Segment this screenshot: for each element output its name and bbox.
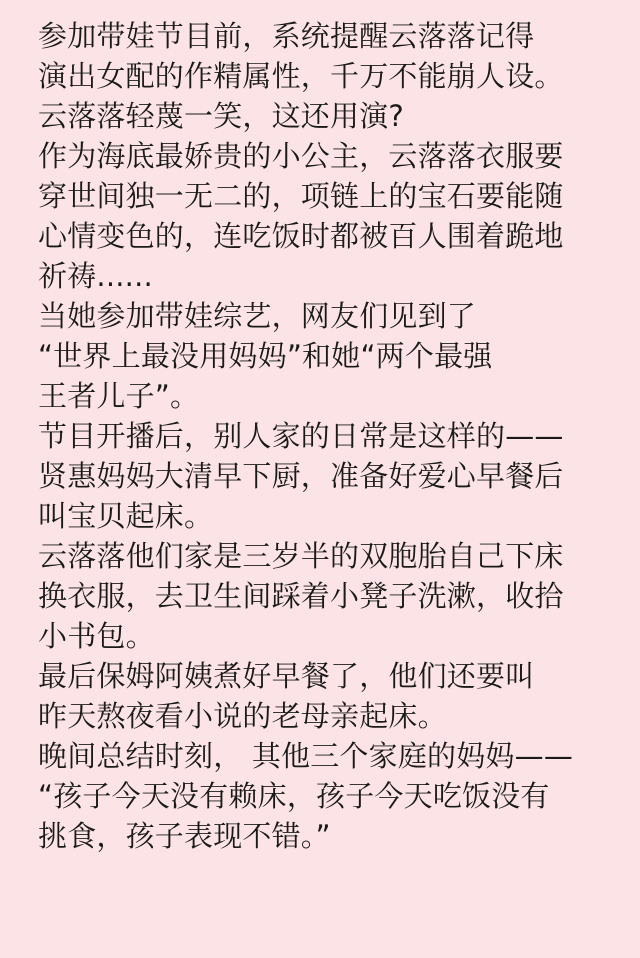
text-line: 挑食，孩子表现不错。” bbox=[38, 819, 331, 853]
text-line: 当她参加带娃综艺，网友们见到了 bbox=[38, 299, 477, 333]
text-line: “孩子今天没有赖床，孩子今天吃饭没有 bbox=[38, 779, 550, 813]
text-line: 云落落轻蔑一笑，这还用演? bbox=[38, 99, 404, 133]
text-line: 贤惠妈妈大清早下厨，准备好爱心早餐后 bbox=[38, 459, 564, 493]
text-line: 云落落他们家是三岁半的双胞胎自己下床 bbox=[38, 539, 564, 573]
text-line: 叫宝贝起床。 bbox=[38, 499, 214, 533]
text-line: 穿世间独一无二的，项链上的宝石要能随 bbox=[38, 179, 564, 213]
text-line: 祈祷...... bbox=[38, 259, 153, 293]
text-line: 昨天熬夜看小说的老母亲起床。 bbox=[38, 699, 447, 733]
text-line: 节目开播后，别人家的日常是这样的—— bbox=[38, 419, 564, 453]
text-line: 演出女配的作精属性，千万不能崩人设。 bbox=[38, 59, 564, 93]
text-line: 晚间总结时刻， 其他三个家庭的妈妈—— bbox=[38, 739, 574, 773]
text-line: 最后保姆阿姨煮好早餐了，他们还要叫 bbox=[38, 659, 535, 693]
text-line: “世界上最没用妈妈”和她“两个最强 bbox=[38, 339, 493, 373]
text-line: 参加带娃节目前，系统提醒云落落记得 bbox=[38, 19, 535, 53]
text-line: 王者儿子”。 bbox=[38, 379, 200, 413]
text-line: 换衣服，去卫生间踩着小凳子洗漱，收拾 bbox=[38, 579, 564, 613]
text-line: 作为海底最娇贵的小公主，云落落衣服要 bbox=[38, 139, 564, 173]
text-line: 小书包。 bbox=[38, 619, 155, 653]
text-line: 心情变色的，连吃饭时都被百人围着跪地 bbox=[38, 219, 564, 253]
